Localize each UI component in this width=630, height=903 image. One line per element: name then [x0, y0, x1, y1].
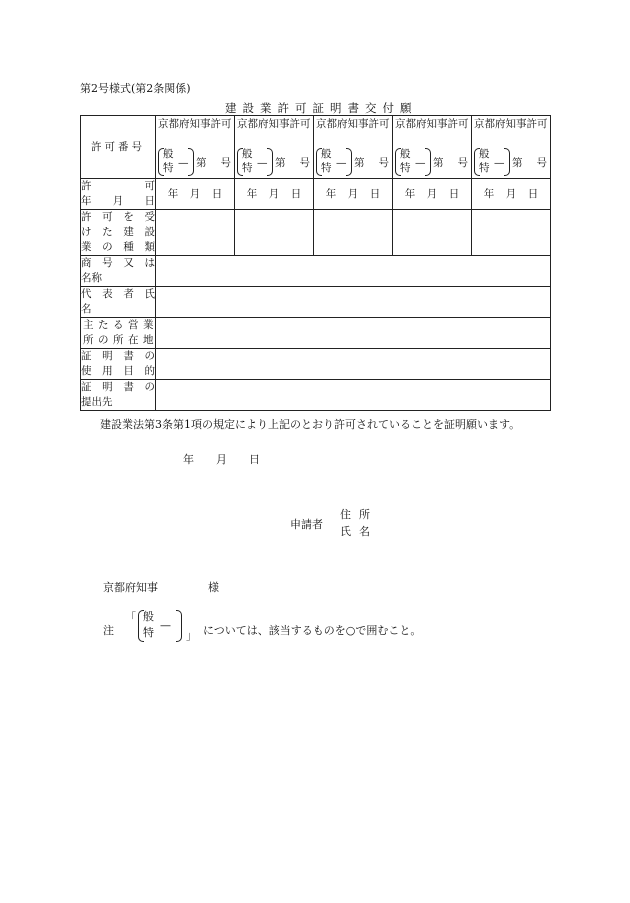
application-date: 年 月 日 — [183, 453, 260, 466]
permit-date-cell[interactable]: 年 月 日 — [393, 179, 472, 210]
row-representative — [81, 287, 551, 318]
submit-to-field[interactable] — [156, 380, 551, 411]
trade-name-field[interactable] — [156, 256, 551, 287]
note-open-quote: 「 — [125, 611, 136, 624]
ippan-char: 般 — [163, 148, 174, 160]
ippan-char: 般 — [400, 148, 411, 160]
permit-date-cell[interactable]: 年 月 日 — [472, 179, 551, 210]
note-ippan-char: 般 — [143, 610, 154, 623]
row-main-office — [81, 318, 551, 349]
certification-statement: 建設業法第3条第1項の規定により上記のとおり許可されていることを証明願います。 — [100, 418, 521, 431]
permit-date-cell[interactable]: 年 月 日 — [314, 179, 393, 210]
dai-char: 第 — [196, 157, 207, 169]
row-trade-name — [81, 256, 551, 287]
note-label: 注 — [103, 624, 114, 637]
note-text: については、該当するものを○で囲むこと。 — [203, 624, 422, 637]
permit-text: 京都府知事許可 — [316, 118, 390, 130]
permit-number-cell[interactable] — [393, 116, 472, 179]
go-char: 号 — [378, 157, 389, 169]
bracket-right-icon — [188, 148, 194, 176]
certificate-request-table — [80, 115, 551, 411]
permit-date-cell[interactable]: 年 月 日 — [156, 179, 235, 210]
note-close-quote: 」 — [186, 629, 197, 642]
dash-char: — — [494, 157, 505, 169]
dai-char: 第 — [354, 157, 365, 169]
note-toku-char: 特 — [143, 626, 154, 639]
toku-char: 特 — [163, 162, 174, 174]
go-char: 号 — [220, 157, 231, 169]
construction-type-cell[interactable] — [314, 210, 393, 256]
label-main-office: 主たる営業 所の所在地 — [81, 318, 156, 349]
addressee-honorific: 様 — [208, 581, 219, 594]
bracket-right-icon — [504, 148, 510, 176]
row-submit-to — [81, 380, 551, 411]
toku-char: 特 — [400, 162, 411, 174]
form-number-label: 第2号様式(第2条関係) — [80, 82, 191, 95]
row-permit-number — [81, 116, 551, 179]
dai-char: 第 — [275, 157, 286, 169]
permit-text: 京都府知事許可 — [158, 118, 232, 130]
dash-char: — — [336, 157, 347, 169]
permit-number-cell[interactable] — [235, 116, 314, 179]
permit-text: 京都府知事許可 — [395, 118, 469, 130]
toku-char: 特 — [321, 162, 332, 174]
permit-text: 京都府知事許可 — [474, 118, 548, 130]
go-char: 号 — [457, 157, 468, 169]
row-purpose — [81, 349, 551, 380]
addressee: 京都府知事 — [103, 581, 158, 594]
note-bracket-right-icon — [176, 610, 182, 642]
applicant-address-label: 住所 — [340, 508, 378, 521]
label-trade-name: 商号又は 名称 — [81, 256, 156, 287]
permit-date-cell[interactable]: 年 月 日 — [235, 179, 314, 210]
permit-number-cell[interactable] — [472, 116, 551, 179]
dash-char: — — [178, 157, 189, 169]
construction-type-cell[interactable] — [393, 210, 472, 256]
bracket-right-icon — [346, 148, 352, 176]
ippan-char: 般 — [242, 148, 253, 160]
dai-char: 第 — [433, 157, 444, 169]
dash-char: — — [415, 157, 426, 169]
permit-number-cell[interactable] — [156, 116, 235, 179]
bracket-right-icon — [267, 148, 273, 176]
construction-type-cell[interactable] — [472, 210, 551, 256]
toku-char: 特 — [479, 162, 490, 174]
main-office-field[interactable] — [156, 318, 551, 349]
label-permit-date: 許 可 年 月 日 — [81, 179, 156, 210]
toku-char: 特 — [242, 162, 253, 174]
permit-number-cell[interactable] — [314, 116, 393, 179]
label-permit-number: 許可番号 — [81, 116, 156, 179]
row-permit-date — [81, 179, 551, 210]
go-char: 号 — [536, 157, 547, 169]
go-char: 号 — [299, 157, 310, 169]
dai-char: 第 — [512, 157, 523, 169]
label-purpose: 証明書の 使用目的 — [81, 349, 156, 380]
ippan-char: 般 — [479, 148, 490, 160]
construction-type-cell[interactable] — [235, 210, 314, 256]
label-submit-to: 証明書の 提出先 — [81, 380, 156, 411]
form-title: 建設業許可証明書交付願 — [225, 101, 418, 115]
dash-char: — — [257, 157, 268, 169]
applicant-label: 申請者 — [290, 518, 323, 531]
ippan-char: 般 — [321, 148, 332, 160]
applicant-name-label: 氏名 — [340, 525, 378, 538]
construction-type-cell[interactable] — [156, 210, 235, 256]
representative-field[interactable] — [156, 287, 551, 318]
purpose-field[interactable] — [156, 349, 551, 380]
row-construction-type — [81, 210, 551, 256]
bracket-right-icon — [425, 148, 431, 176]
label-construction-type: 許可を受 けた建設 業の種類 — [81, 210, 156, 256]
note-dash-char: — — [160, 619, 171, 632]
permit-text: 京都府知事許可 — [237, 118, 311, 130]
label-representative: 代表者氏 名 — [81, 287, 156, 318]
